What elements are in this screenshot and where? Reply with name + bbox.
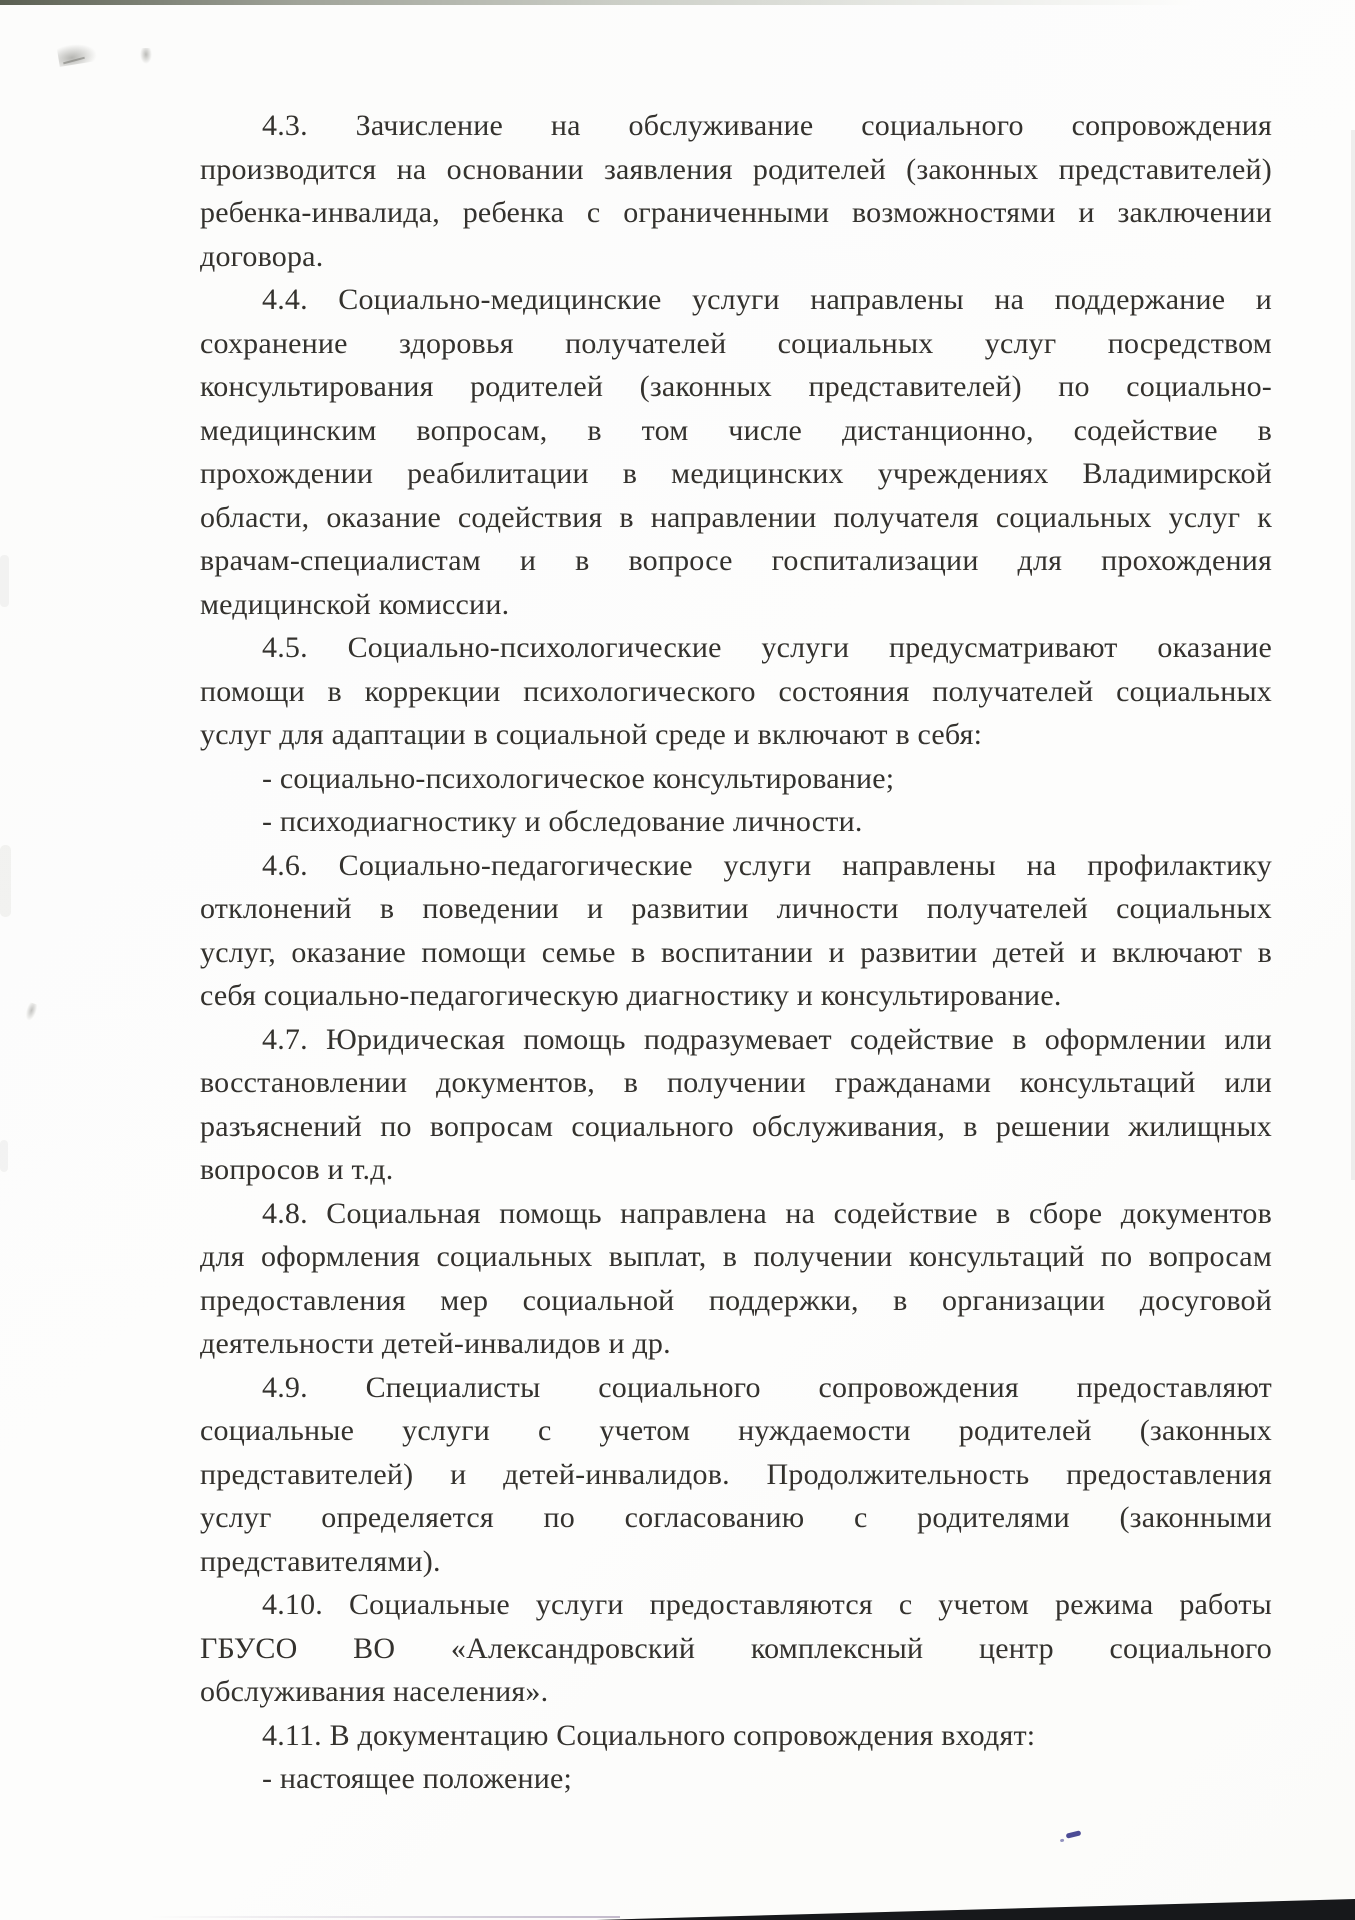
paragraph-4-7 [200,1018,1272,1192]
scan-smudge [0,555,9,607]
text-line: представителей) и детей-инвалидов. Продолжительность предоставления [200,1457,1272,1491]
text-line: 4.6. Социально-педагогические услуги направлены на профилактику [262,848,1272,882]
text-line: себя социально-педагогическую диагностику и консультирование. [200,979,1062,1012]
text-line: вопросов и т.д. [200,1153,394,1186]
text-line: разъяснений по вопросам социального обслуживания, в решении жилищных [200,1109,1272,1143]
text-line: отклонений в поведении и развитии личности получателей социальных [200,892,1272,925]
text-line: 4.9. Специалисты социального сопровождения предоставляют [262,1370,1272,1404]
text-line: услуг для адаптации в социальной среде и включают в себя: [200,718,983,751]
text-line: области, оказание содействия в направлении получателя социальных услуг к [200,500,1272,534]
text-line: 4.7. Юридическая помощь подразумевает содействие в оформлении или [262,1022,1272,1056]
text-line: представителями). [200,1544,441,1578]
text-line: обслуживания населения». [200,1675,549,1708]
text-line: 4.11. В документацию Социального сопровождения входят: [262,1718,1036,1752]
list-item-line: - психодиагностику и обследование личности. [262,805,863,838]
scan-smudge [0,1140,8,1172]
list-item-line: - настоящее положение; [262,1762,573,1795]
scan-smudge [0,845,11,917]
text-line: услуг определяется по согласованию с родителями (законными [200,1501,1272,1534]
text-line: 4.3. Зачисление на обслуживание социального сопровождения [262,109,1272,142]
scan-bottom-line-artifact [150,1916,620,1918]
text-line: 4.10. Социальные услуги предоставляются с учетом режима работы [262,1588,1272,1621]
text-block [200,104,1272,1801]
text-line: социальные услуги с учетом нуждаемости родителей (законных [200,1414,1272,1447]
text-line: помощи в коррекции психологического состояния получателей социальных [200,674,1272,708]
text-line: 4.5. Социально-психологические услуги предусматривают оказание [262,631,1272,664]
paragraph-4-6 [200,844,1272,1018]
text-line: деятельности детей-инвалидов и др. [200,1327,671,1360]
text-line: 4.8. Социальная помощь направлена на содействие в сборе документов [262,1196,1272,1230]
paragraph-4-5 [200,626,1272,844]
text-line: прохождении реабилитации в медицинских учреждениях Владимирской [200,457,1272,490]
paragraph-4-9 [200,1366,1272,1584]
paragraph-4-3 [200,104,1272,278]
text-line: предоставления мер социальной поддержки, в организации досуговой [200,1283,1272,1317]
text-line: сохранение здоровья получателей социальных услуг посредством [200,326,1272,360]
pencil-mark [57,41,98,67]
ink-mark [1066,1830,1082,1838]
text-line: медицинской комиссии. [200,587,510,621]
paragraph-4-10 [200,1583,1272,1714]
scan-right-edge-artifact [1351,130,1355,1180]
text-line: ребенка-инвалида, ребенка с ограниченными возможностями и заключении [200,196,1272,229]
pencil-mark [23,1002,38,1022]
paragraph-4-8 [200,1192,1272,1366]
text-line: ГБУСО ВО «Александровский комплексный центр социального [200,1631,1272,1665]
text-line: услуг, оказание помощи семье в воспитании и развитии детей и включают в [200,935,1272,969]
text-line: для оформления социальных выплат, в получении консультаций по вопросам [200,1240,1272,1273]
text-line: 4.4. Социально-медицинские услуги направлены на поддержание и [262,283,1272,316]
text-line: восстановлении документов, в получении гражданами консультаций или [200,1066,1272,1099]
scan-top-edge-artifact [0,0,1355,5]
paragraph-4-11 [200,1714,1272,1801]
list-item-line: - социально-психологическое консультирование; [262,761,895,795]
text-line: врачам-специалистам и в вопросе госпитализации для прохождения [200,544,1272,577]
text-line: консультирования родителей (законных представителей) по социально- [200,370,1272,403]
text-line: производится на основании заявления родителей (законных представителей) [200,152,1272,186]
pencil-mark [140,48,152,64]
text-line: медицинским вопросам, в том числе дистанционно, содействие в [200,413,1272,447]
text-line: договора. [200,239,324,273]
paragraph-4-4 [200,278,1272,626]
